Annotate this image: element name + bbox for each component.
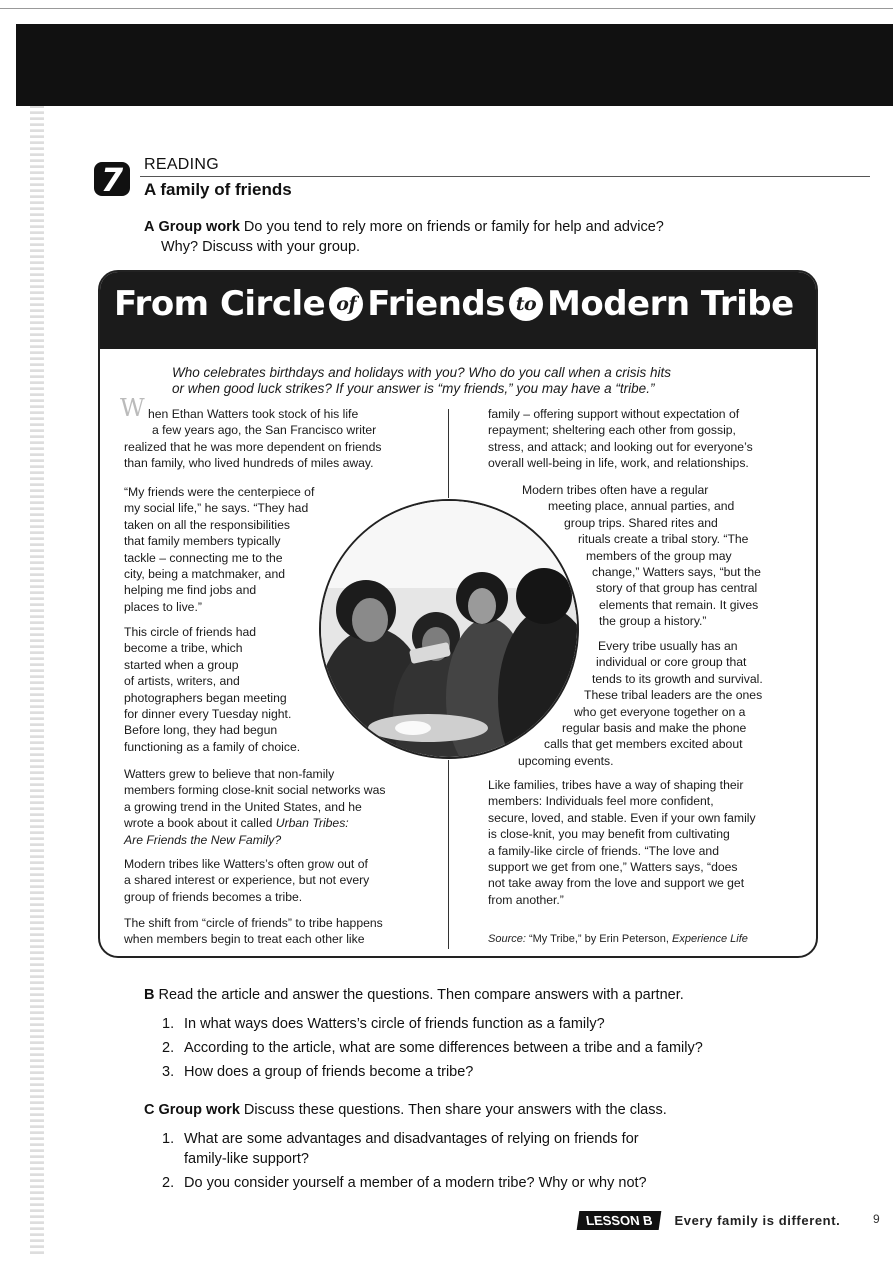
text-line: members forming close-knit social networks was <box>124 783 386 798</box>
article-box <box>98 270 818 958</box>
question-a-text: Do you tend to rely more on friends or family for help and advice? <box>243 219 664 235</box>
question-a-letter: A <box>144 219 155 235</box>
left-col-para-4 <box>124 766 444 848</box>
text-line: functioning as a family of choice. <box>124 739 301 754</box>
question-b-list <box>162 1014 802 1086</box>
lesson-badge <box>577 1211 662 1230</box>
text-line: realized that he was more dependent on friends <box>124 439 382 454</box>
text-line: family – offering support without expectation of <box>488 407 740 421</box>
list-item <box>162 1038 802 1058</box>
text-line: overall well-being in life, work, and relationships. <box>488 456 749 471</box>
text-line: for dinner every Tuesday night. <box>124 707 292 722</box>
friends-photo <box>318 498 580 760</box>
lesson-label: LESSON <box>584 1213 641 1228</box>
text-line: rituals create a tribal story. “The <box>578 532 749 547</box>
text-line: taken on all the responsibilities <box>124 517 290 532</box>
text-line: upcoming events. <box>518 753 614 768</box>
text-line: “My friends were the centerpiece of <box>124 485 315 499</box>
item-text: In what ways does Watters’s circle of friends function as a family? <box>184 1016 605 1032</box>
question-a <box>144 217 844 257</box>
item-text-cont: family-like support? <box>184 1151 309 1167</box>
question-c-list <box>162 1129 802 1197</box>
lesson-letter: B <box>642 1213 654 1228</box>
right-col-para-1 <box>488 406 808 472</box>
text-line: city, being a matchmaker, and <box>124 567 286 582</box>
book-title: Are Friends the New Family? <box>124 832 282 847</box>
text-line: group of friends becomes a tribe. <box>124 889 303 904</box>
article-title <box>114 284 794 324</box>
text-line: members: Individuals feel more confident, <box>488 794 714 809</box>
question-c-heading: Group work <box>158 1102 240 1118</box>
text-line: started when a group <box>124 657 239 672</box>
text-line: when members begin to treat each other like <box>124 932 365 947</box>
text-line: Like families, tribes have a way of shaping their <box>488 778 744 792</box>
text-line: wrote a book about it called <box>124 816 273 831</box>
left-col-para-1 <box>120 394 444 472</box>
text-line: Modern tribes often have a regular <box>522 483 709 497</box>
left-col-para-6 <box>124 915 444 948</box>
text-line: Every tribe usually has an <box>598 639 738 653</box>
item-number: 2. <box>162 1175 175 1191</box>
question-c-text: Discuss these questions. Then share your answers with the class. <box>243 1102 667 1118</box>
text-line: that family members typically <box>124 534 281 549</box>
text-line: who get everyone together on a <box>574 704 746 719</box>
text-line: a shared interest or experience, but not every <box>124 873 370 888</box>
text-line: meeting place, annual parties, and <box>548 499 735 514</box>
text-line: a family-like circle of friends. “The love and <box>488 843 719 858</box>
drop-cap: W <box>120 394 145 422</box>
right-col-para-4 <box>488 777 808 908</box>
section-number-badge <box>92 158 132 198</box>
text-line: These tribal leaders are the ones <box>584 688 763 703</box>
article-banner <box>100 272 816 349</box>
list-item <box>162 1129 802 1169</box>
text-line: regular basis and make the phone <box>562 721 747 736</box>
source-label: Source: <box>488 933 526 945</box>
item-text: Do you consider yourself a member of a modern tribe? Why or why not? <box>184 1175 647 1191</box>
text-line: than family, who lived hundreds of miles away. <box>124 456 374 471</box>
item-text: According to the article, what are some differences between a tribe and a family? <box>184 1040 703 1056</box>
question-b-letter: B <box>144 987 155 1003</box>
text-line: story of that group has central <box>596 581 758 596</box>
page-number: 9 <box>873 1212 880 1226</box>
article-title-of-badge: of <box>329 287 363 321</box>
text-line: the group a history.” <box>599 614 707 629</box>
source-publication: Experience Life <box>672 933 748 945</box>
text-line: from another.” <box>488 892 564 907</box>
text-line: tackle – connecting me to the <box>124 550 283 565</box>
text-line: elements that remain. It gives <box>599 597 759 612</box>
text-line: become a tribe, which <box>124 641 243 656</box>
text-line: places to live.” <box>124 599 202 614</box>
section-number: 7 <box>100 161 124 198</box>
page-footer <box>578 1211 840 1230</box>
text-line: helping me find jobs and <box>124 583 257 598</box>
text-line: members of the group may <box>586 548 732 563</box>
section-label: READING <box>144 156 219 173</box>
text-line: support we get from one,” Watters says, “does <box>488 860 738 875</box>
left-col-para-5 <box>124 856 444 905</box>
text-line: change,” Watters says, “but the <box>592 565 761 580</box>
list-item <box>162 1014 802 1034</box>
article-title-part3: Modern Tribe <box>547 284 794 324</box>
text-line: tends to its growth and survival. <box>592 671 763 686</box>
text-line: not take away from the love and support we get <box>488 876 745 891</box>
source-title: “My Tribe,” by Erin Peterson, <box>528 933 669 945</box>
text-line: calls that get members excited about <box>544 737 743 752</box>
article-lede <box>172 365 782 397</box>
question-b-text: Read the article and answer the questions. Then compare answers with a partner. <box>158 987 684 1003</box>
item-number: 2. <box>162 1040 175 1056</box>
text-line: Watters grew to believe that non-family <box>124 767 335 781</box>
book-title: Urban Tribes: <box>275 816 349 831</box>
question-c <box>144 1100 864 1120</box>
list-item <box>162 1062 802 1082</box>
question-b <box>144 985 864 1005</box>
article-title-part1: From Circle <box>114 284 326 324</box>
item-number: 1. <box>162 1016 175 1032</box>
question-a-text-cont: Why? Discuss with your group. <box>161 239 361 255</box>
header-band <box>16 24 893 106</box>
section-rule <box>140 176 870 177</box>
lede-line: or when good luck strikes? If your answer is “my friends,” you may have a “tribe.” <box>172 381 655 396</box>
binding-edge <box>30 106 44 1256</box>
text-line: group trips. Shared rites and <box>564 515 718 530</box>
text-line: repayment; sheltering each other from gossip, <box>488 423 736 438</box>
text-line: my social life,” he says. “They had <box>124 501 309 516</box>
text-line: a growing trend in the United States, and he <box>124 799 362 814</box>
text-line: The shift from “circle of friends” to tribe happens <box>124 916 383 930</box>
text-line: This circle of friends had <box>124 625 257 639</box>
item-text: How does a group of friends become a tribe? <box>184 1064 474 1080</box>
text-line: individual or core group that <box>596 655 747 670</box>
question-a-heading: Group work <box>158 219 240 235</box>
article-source <box>488 933 748 945</box>
text-line: hen Ethan Watters took stock of his life <box>148 407 359 421</box>
text-line: secure, loved, and stable. Even if your own family <box>488 810 756 825</box>
lede-line: Who celebrates birthdays and holidays with you? Who do you call when a crisis hits <box>172 365 671 380</box>
text-line: stress, and attack; and looking out for everyone’s <box>488 439 753 454</box>
text-line: a few years ago, the San Francisco writer <box>152 423 377 438</box>
text-line: photographers began meeting <box>124 690 287 705</box>
article-title-part2: Friends <box>367 284 505 324</box>
item-number: 1. <box>162 1131 175 1147</box>
list-item <box>162 1173 802 1193</box>
top-rule <box>0 8 893 9</box>
text-line: Modern tribes like Watters’s often grow out of <box>124 857 368 871</box>
text-line: is close-knit, you may benefit from cultivating <box>488 827 730 842</box>
question-c-letter: C <box>144 1102 155 1118</box>
text-line: of artists, writers, and <box>124 674 240 689</box>
item-number: 3. <box>162 1064 175 1080</box>
text-line: Before long, they had begun <box>124 723 278 738</box>
article-title-to-badge: to <box>509 287 543 321</box>
footer-text: Every family is different. <box>674 1213 841 1228</box>
item-text: What are some advantages and disadvantages of relying on friends for <box>184 1131 639 1147</box>
section-title: A family of friends <box>144 180 292 199</box>
